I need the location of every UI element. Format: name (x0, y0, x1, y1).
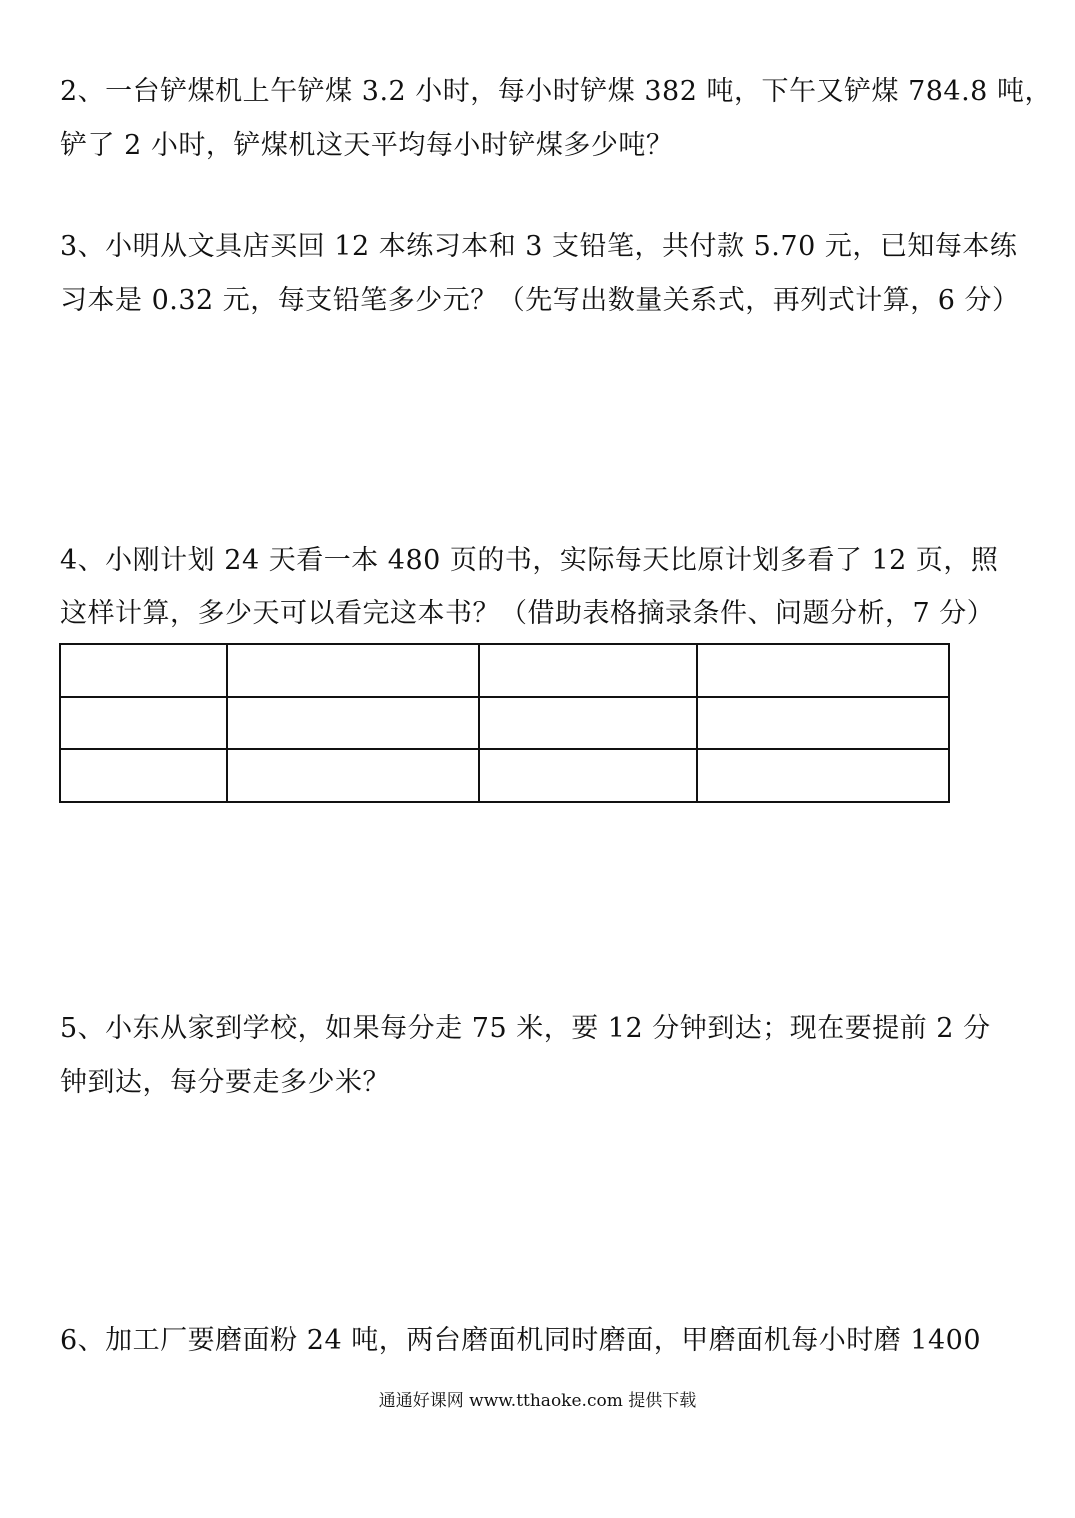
question-4-line-2: 这样计算，多少天可以看完这本书？（借助表格摘录条件、问题分析，7 分） (60, 598, 995, 629)
table-row (60, 697, 949, 750)
question-4-line-1: 4、小刚计划 24 天看一本 480 页的书，实际每天比原计划多看了 12 页，照 (60, 545, 999, 576)
table-cell[interactable] (697, 749, 949, 802)
table-row (60, 644, 949, 697)
question-6-line-1: 6、加工厂要磨面粉 24 吨，两台磨面机同时磨面，甲磨面机每小时磨 1400 (60, 1325, 981, 1356)
table-row (60, 749, 949, 802)
table-cell[interactable] (479, 644, 697, 697)
question-3-line-1: 3、小明从文具店买回 12 本练习本和 3 支铅笔，共付款 5.70 元，已知每本练 (60, 231, 1018, 262)
question-3-line-2: 习本是 0.32 元，每支铅笔多少元？（先写出数量关系式，再列式计算，6 分） (60, 285, 1020, 316)
footer-credit: 通通好课网 www.tthaoke.com 提供下载 (378, 1391, 697, 1411)
table-cell[interactable] (227, 749, 479, 802)
table-cell[interactable] (479, 749, 697, 802)
table-cell[interactable] (227, 697, 479, 750)
table-cell[interactable] (60, 749, 227, 802)
question-2-line-1: 2、一台铲煤机上午铲煤 3.2 小时，每小时铲煤 382 吨，下午又铲煤 784.8 吨， (60, 76, 1052, 107)
question-5-line-2: 钟到达，每分要走多少米？ (60, 1067, 390, 1098)
question-5-line-1: 5、小东从家到学校，如果每分走 75 米，要 12 分钟到达；现在要提前 2 分 (60, 1013, 991, 1044)
table-cell[interactable] (697, 697, 949, 750)
table-cell[interactable] (479, 697, 697, 750)
table-cell[interactable] (227, 644, 479, 697)
table-cell[interactable] (697, 644, 949, 697)
question-2-line-2: 铲了 2 小时，铲煤机这天平均每小时铲煤多少吨？ (60, 130, 674, 161)
question-4-blank-table (59, 643, 950, 803)
table-cell[interactable] (60, 697, 227, 750)
table-cell[interactable] (60, 644, 227, 697)
